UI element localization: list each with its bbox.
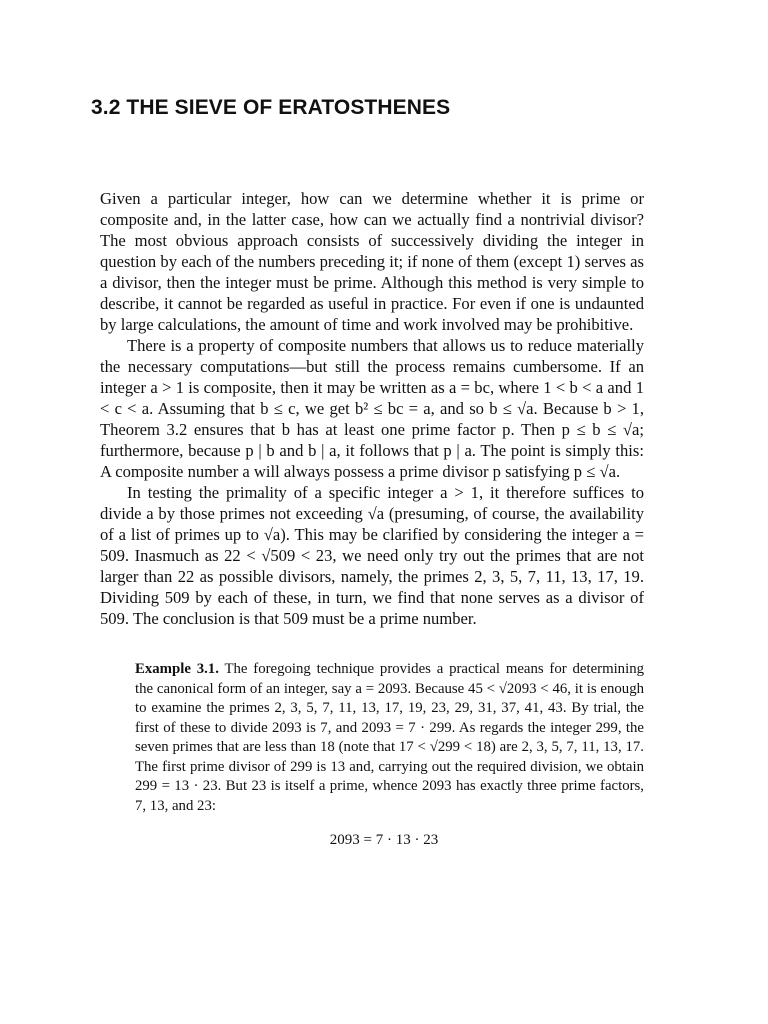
example-paragraph (135, 660, 644, 816)
paragraph-2: There is a property of composite numbers that allows us to reduce materially the necessary computations—but still the process remains cumbersome. If an integer a > 1 is composite, then it may be written as a = bc, where 1 < b < a and 1 < c < a. Assuming that b ≤ c, we get b² ≤ bc = a, and so b ≤ √a. Because b > 1, Theorem 3.2 ensures that b has at least one prime factor p. Then p ≤ b ≤ √a; furthermore, because p | b and b | a, it follows that p | a. The point is simply this: A composite number a will always possess a prime divisor p satisfying p ≤ √a. (100, 336, 644, 481)
paragraph-3: In testing the primality of a specific integer a > 1, it therefore suffices to divide a by those primes not exceeding √a (presuming, of course, the availability of a list of primes up to √a). This may be clarified by considering the integer a = 509. Inasmuch as 22 < √509 < 23, we need only try out the primes that are not larger than 22 as possible divisors, namely, the primes 2, 3, 5, 7, 11, 13, 17, 19. Dividing 509 by each of these, in turn, we find that none serves as a divisor of 509. The conclusion is that 509 must be a prime number. (100, 483, 644, 628)
example-text: The foregoing technique provides a practical means for determining the canonical form of an integer, say a = 2093. Because 45 < √2093 < 46, it is enough to examine the primes 2, 3, 5, 7, 11, 13, 17, 19, 23, 29, 31, 37, 41, 43. By trial, the first of these to divide 2093 is 7, and 2093 = 7 · 299. As regards the integer 299, the seven primes that are less than 18 (note that 17 < √299 < 18) are 2, 3, 5, 7, 11, 13, 17. The first prime divisor of 299 is 13 and, carrying out the required division, we obtain 299 = 13 · 23. But 23 is itself a prime, whence 2093 has exactly three prime factors, 7, 13, and 23: (135, 661, 644, 814)
section-heading: 3.2 THE SIEVE OF ERATOSTHENES (91, 96, 451, 119)
body-text (100, 188, 644, 629)
equation: 2093 = 7 · 13 · 23 (329, 832, 439, 848)
example-label: Example 3.1. (135, 661, 219, 677)
paragraph-1: Given a particular integer, how can we determine whether it is prime or composite and, in the latter case, how can we actually find a nontrivial divisor? The most obvious approach consists of successively dividing the integer in question by each of the numbers preceding it; if none of them (except 1) serves as a divisor, then the integer must be prime. Although this method is very simple to describe, it cannot be regarded as useful in practice. For even if one is undaunted by large calculations, the amount of time and work involved may be prohibitive. (100, 189, 644, 334)
example-block (135, 660, 644, 816)
